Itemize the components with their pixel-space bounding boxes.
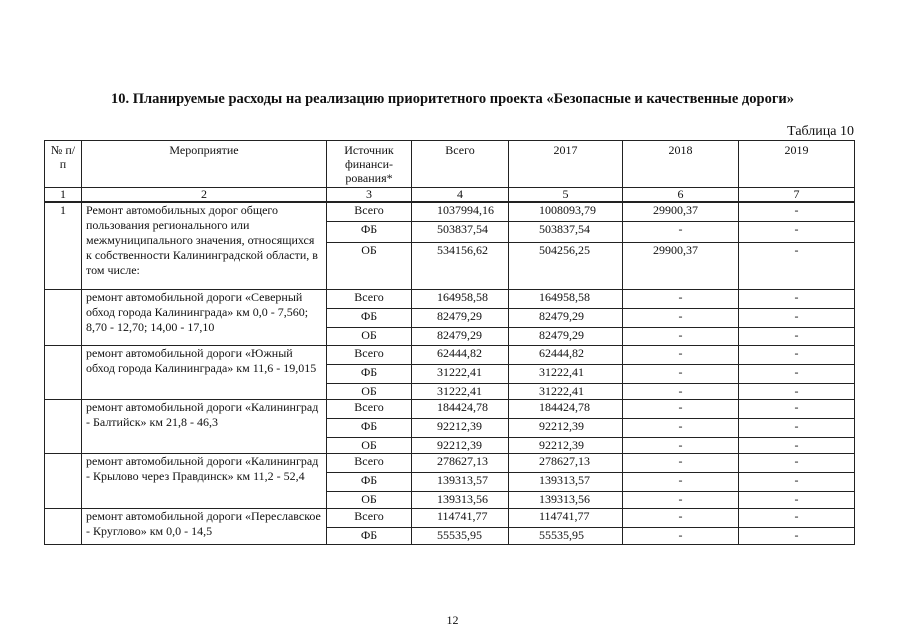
value-2019-cell: - bbox=[739, 437, 855, 453]
value-2018-cell: - bbox=[623, 364, 739, 383]
row-number-cell bbox=[45, 453, 82, 508]
value-2017-cell: 504256,25 bbox=[509, 242, 623, 289]
value-2019-cell: - bbox=[739, 508, 855, 527]
value-2019-cell: - bbox=[739, 527, 855, 544]
source-cell: Всего bbox=[327, 345, 412, 364]
value-2018-cell: - bbox=[623, 437, 739, 453]
value-2019-cell: - bbox=[739, 308, 855, 327]
total-cell: 114741,77 bbox=[412, 508, 509, 527]
header-source: Источник финанси-рования* bbox=[327, 141, 412, 188]
source-cell: Всего bbox=[327, 453, 412, 472]
value-2018-cell: 29900,37 bbox=[623, 242, 739, 289]
value-2018-cell: - bbox=[623, 453, 739, 472]
total-cell: 82479,29 bbox=[412, 327, 509, 345]
total-cell: 139313,57 bbox=[412, 472, 509, 491]
header-row bbox=[45, 141, 855, 188]
value-2018-cell: - bbox=[623, 383, 739, 399]
value-2017-cell: 1008093,79 bbox=[509, 202, 623, 221]
value-2019-cell: - bbox=[739, 399, 855, 418]
total-cell: 503837,54 bbox=[412, 221, 509, 242]
value-2019-cell: - bbox=[739, 383, 855, 399]
row-number-cell bbox=[45, 345, 82, 399]
value-2019-cell: - bbox=[739, 364, 855, 383]
total-cell: 1037994,16 bbox=[412, 202, 509, 221]
table-row bbox=[45, 202, 855, 221]
value-2019-cell: - bbox=[739, 472, 855, 491]
table-row bbox=[45, 345, 855, 364]
value-2018-cell: - bbox=[623, 308, 739, 327]
value-2017-cell: 114741,77 bbox=[509, 508, 623, 527]
total-cell: 139313,56 bbox=[412, 491, 509, 508]
value-2019-cell: - bbox=[739, 453, 855, 472]
header-total: Всего bbox=[412, 141, 509, 188]
expenses-table bbox=[44, 140, 855, 545]
total-cell: 82479,29 bbox=[412, 308, 509, 327]
event-name-cell: ремонт автомобильной дороги «Южный обход города Калининграда» км 11,6 - 19,015 bbox=[82, 345, 327, 399]
value-2019-cell: - bbox=[739, 202, 855, 221]
event-name-cell: Ремонт автомобильных дорог общего пользования регионального или межмуниципального значения, относящихся к собственности Калининградской области, в том числе: bbox=[82, 202, 327, 289]
source-cell: ФБ bbox=[327, 308, 412, 327]
source-cell: Всего bbox=[327, 399, 412, 418]
value-2017-cell: 139313,56 bbox=[509, 491, 623, 508]
event-name-cell: ремонт автомобильной дороги «Северный обход города Калининграда» км 0,0 - 7,560; 8,70 - 12,70; 14,00 - 17,10 bbox=[82, 289, 327, 345]
page-number: 12 bbox=[446, 613, 459, 627]
document-title: 10. Планируемые расходы на реализацию приоритетного проекта «Безопасные и качественные дороги» bbox=[110, 91, 795, 107]
source-cell: ОБ bbox=[327, 437, 412, 453]
column-number: 6 bbox=[623, 188, 739, 203]
column-number: 1 bbox=[45, 188, 82, 203]
value-2018-cell: - bbox=[623, 289, 739, 308]
value-2018-cell: - bbox=[623, 472, 739, 491]
source-cell: ОБ bbox=[327, 242, 412, 289]
event-name-cell: ремонт автомобильной дороги «Калининград - Балтийск» км 21,8 - 46,3 bbox=[82, 399, 327, 453]
value-2018-cell: - bbox=[623, 418, 739, 437]
source-cell: Всего bbox=[327, 289, 412, 308]
value-2017-cell: 164958,58 bbox=[509, 289, 623, 308]
column-number: 4 bbox=[412, 188, 509, 203]
total-cell: 278627,13 bbox=[412, 453, 509, 472]
value-2019-cell: - bbox=[739, 418, 855, 437]
header-2019: 2019 bbox=[739, 141, 855, 188]
source-cell: ФБ bbox=[327, 418, 412, 437]
total-cell: 92212,39 bbox=[412, 418, 509, 437]
value-2017-cell: 139313,57 bbox=[509, 472, 623, 491]
column-number: 7 bbox=[739, 188, 855, 203]
value-2017-cell: 92212,39 bbox=[509, 437, 623, 453]
value-2017-cell: 31222,41 bbox=[509, 364, 623, 383]
event-name-cell: ремонт автомобильной дороги «Переславское - Круглово» км 0,0 - 14,5 bbox=[82, 508, 327, 544]
value-2019-cell: - bbox=[739, 221, 855, 242]
value-2018-cell: - bbox=[623, 508, 739, 527]
value-2019-cell: - bbox=[739, 242, 855, 289]
value-2017-cell: 31222,41 bbox=[509, 383, 623, 399]
source-cell: ФБ bbox=[327, 527, 412, 544]
value-2018-cell: 29900,37 bbox=[623, 202, 739, 221]
source-cell: ОБ bbox=[327, 383, 412, 399]
table-row bbox=[45, 399, 855, 418]
value-2019-cell: - bbox=[739, 345, 855, 364]
total-cell: 164958,58 bbox=[412, 289, 509, 308]
header-num: № п/п bbox=[45, 141, 82, 188]
total-cell: 62444,82 bbox=[412, 345, 509, 364]
total-cell: 55535,95 bbox=[412, 527, 509, 544]
value-2017-cell: 62444,82 bbox=[509, 345, 623, 364]
source-cell: ОБ bbox=[327, 491, 412, 508]
row-number-cell bbox=[45, 399, 82, 453]
column-number: 5 bbox=[509, 188, 623, 203]
value-2017-cell: 278627,13 bbox=[509, 453, 623, 472]
table-row bbox=[45, 453, 855, 472]
event-name-cell: ремонт автомобильной дороги «Калининград - Крылово через Правдинск» км 11,2 - 52,4 bbox=[82, 453, 327, 508]
header-2018: 2018 bbox=[623, 141, 739, 188]
column-number: 3 bbox=[327, 188, 412, 203]
table-row bbox=[45, 289, 855, 308]
value-2017-cell: 184424,78 bbox=[509, 399, 623, 418]
row-number-cell bbox=[45, 289, 82, 345]
value-2019-cell: - bbox=[739, 327, 855, 345]
value-2019-cell: - bbox=[739, 289, 855, 308]
total-cell: 184424,78 bbox=[412, 399, 509, 418]
column-numbers-row bbox=[45, 188, 855, 203]
total-cell: 534156,62 bbox=[412, 242, 509, 289]
value-2017-cell: 503837,54 bbox=[509, 221, 623, 242]
value-2017-cell: 82479,29 bbox=[509, 308, 623, 327]
source-cell: ФБ bbox=[327, 221, 412, 242]
row-number-cell bbox=[45, 508, 82, 544]
value-2017-cell: 92212,39 bbox=[509, 418, 623, 437]
source-cell: ФБ bbox=[327, 364, 412, 383]
value-2019-cell: - bbox=[739, 491, 855, 508]
value-2018-cell: - bbox=[623, 345, 739, 364]
table-row bbox=[45, 508, 855, 527]
total-cell: 31222,41 bbox=[412, 364, 509, 383]
header-2017: 2017 bbox=[509, 141, 623, 188]
source-cell: ФБ bbox=[327, 472, 412, 491]
row-number-cell: 1 bbox=[45, 202, 82, 289]
table-label: Таблица 10 bbox=[787, 124, 854, 139]
source-cell: Всего bbox=[327, 202, 412, 221]
value-2017-cell: 82479,29 bbox=[509, 327, 623, 345]
total-cell: 31222,41 bbox=[412, 383, 509, 399]
value-2018-cell: - bbox=[623, 327, 739, 345]
source-cell: ОБ bbox=[327, 327, 412, 345]
header-event: Мероприятие bbox=[82, 141, 327, 188]
source-cell: Всего bbox=[327, 508, 412, 527]
value-2017-cell: 55535,95 bbox=[509, 527, 623, 544]
value-2018-cell: - bbox=[623, 221, 739, 242]
column-number: 2 bbox=[82, 188, 327, 203]
table-body bbox=[45, 202, 855, 544]
value-2018-cell: - bbox=[623, 491, 739, 508]
value-2018-cell: - bbox=[623, 527, 739, 544]
value-2018-cell: - bbox=[623, 399, 739, 418]
total-cell: 92212,39 bbox=[412, 437, 509, 453]
